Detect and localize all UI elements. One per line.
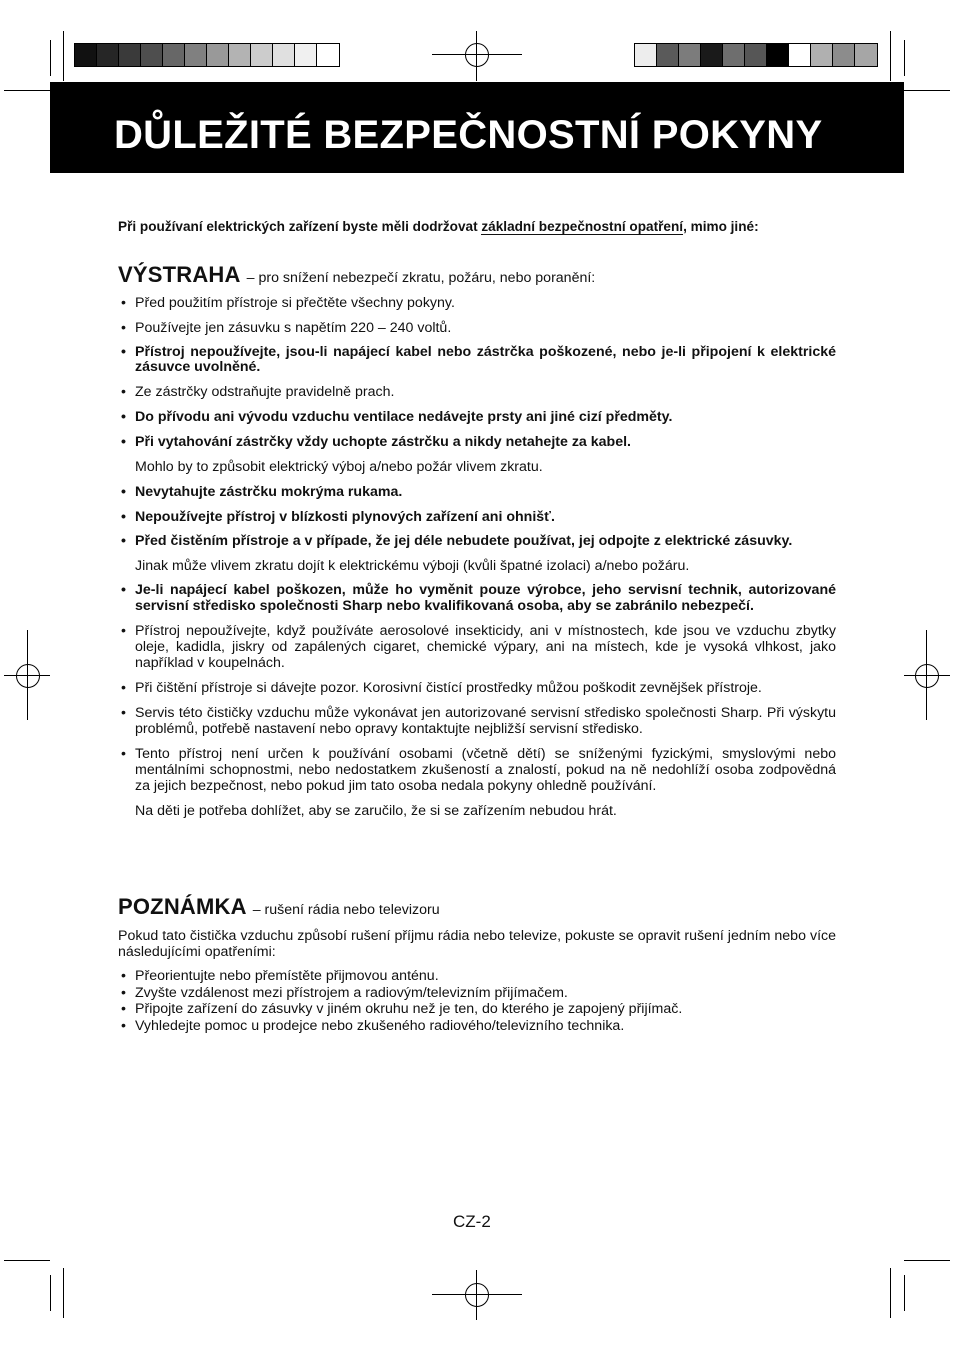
color-swatch bbox=[635, 44, 657, 66]
warning-subheading: – pro snížení nebezpečí zkratu, požáru, nebo poranění: bbox=[246, 270, 596, 286]
color-swatch bbox=[185, 44, 207, 66]
page-title: DŮLEŽITÉ BEZPEČNOSTNÍ POKYNY bbox=[114, 113, 823, 157]
list-item: • Při vytahování zástrčky vždy uchopte zástrčku a nikdy netahejte za kabel. bbox=[118, 434, 836, 450]
list-item: • Používejte jen zásuvku s napětím 220 – 240 voltů. bbox=[118, 320, 836, 336]
page-number: CZ-2 bbox=[453, 1212, 491, 1231]
note-subheading: – rušení rádia nebo televizoru bbox=[252, 902, 440, 918]
list-item: • Před použitím přístroje si přečtěte všechny pokyny. bbox=[118, 295, 836, 311]
color-swatch bbox=[789, 44, 811, 66]
color-swatch bbox=[767, 44, 789, 66]
color-swatch bbox=[141, 44, 163, 66]
list-item: Jinak může vlivem zkratu dojít k elektrickému výboji (kvůli špatné izolaci) a/nebo požáru. bbox=[135, 558, 690, 574]
color-swatch bbox=[723, 44, 745, 66]
note-heading-row bbox=[118, 894, 440, 920]
intro-after: , mimo jiné: bbox=[683, 219, 759, 234]
warning-heading: VÝSTRAHA bbox=[118, 262, 241, 287]
list-item: • Přeorientujte nebo přemístěte přijmovou anténu. bbox=[118, 968, 836, 985]
color-bar-left bbox=[74, 43, 340, 67]
note-heading: POZNÁMKA bbox=[118, 894, 247, 919]
note-list bbox=[118, 968, 836, 1034]
color-swatch bbox=[251, 44, 273, 66]
color-swatch bbox=[833, 44, 855, 66]
list-item: • Zvyšte vzdálenost mezi přístrojem a radiovým/televizním přijímačem. bbox=[118, 985, 836, 1002]
color-swatch bbox=[811, 44, 833, 66]
note-paragraph: Pokud tato čistička vzduchu způsobí rušení příjmu rádia nebo televize, pokuste se opravit rušení jedním nebo více následujícími opatřeními: bbox=[118, 928, 836, 960]
color-swatch bbox=[745, 44, 767, 66]
intro-text bbox=[118, 219, 836, 235]
color-swatch bbox=[75, 44, 97, 66]
list-item: • Servis této čističky vzduchu může vykonávat jen autorizované servisní středisko společnosti Sharp. Při výskytu problémů, potřebě nastavení nebo opravy kontaktujte nejbližší servisní středisko. bbox=[118, 705, 836, 737]
list-item: Na děti je potřeba dohlížet, aby se zaručilo, že si se zařízením nebudou hrát. bbox=[135, 803, 617, 819]
color-swatch bbox=[657, 44, 679, 66]
warning-heading-row bbox=[118, 262, 595, 288]
color-bar-right bbox=[634, 43, 878, 67]
list-item: • Do přívodu ani vývodu vzduchu ventilace nedávejte prsty ani jiné cizí předměty. bbox=[118, 409, 836, 425]
color-swatch bbox=[855, 44, 877, 66]
list-item: • Vyhledejte pomoc u prodejce nebo zkušeného radiového/televizního technika. bbox=[118, 1018, 836, 1035]
color-swatch bbox=[701, 44, 723, 66]
list-item: • Při čištění přístroje si dávejte pozor. Korosivní čistící prostředky můžou poškodit zevnějšek přístroje. bbox=[118, 680, 836, 696]
color-swatch bbox=[229, 44, 251, 66]
list-item: • Ze zástrčky odstraňujte pravidelně prach. bbox=[118, 384, 836, 400]
list-item: • Tento přístroj není určen k používání osobami (včetně dětí) se sníženými fyzickými, smyslovými nebo mentálními schopnostmi, nebo nedostatkem zkušeností a znalostí, pokud na ně nedohlíží osoba zodpovědná za jejich bezpečnost, nebo pokud jim tato osoba nedala pokyny ohledně používání. bbox=[118, 746, 836, 794]
color-swatch bbox=[119, 44, 141, 66]
color-swatch bbox=[317, 44, 339, 66]
list-item: • Nevytahujte zástrčku mokrýma rukama. bbox=[118, 484, 836, 500]
color-swatch bbox=[163, 44, 185, 66]
color-swatch bbox=[679, 44, 701, 66]
list-item: • Přístroj nepoužívejte, jsou-li napájecí kabel nebo zástrčka poškozené, nebo je-li připojení k elektrické zásuvce uvolněné. bbox=[118, 345, 836, 375]
title-banner bbox=[50, 82, 904, 173]
color-swatch bbox=[273, 44, 295, 66]
color-swatch bbox=[207, 44, 229, 66]
list-item: • Je-li napájecí kabel poškozen, může ho vyměnit pouze výrobce, jeho servisní technik, autorizované servisní středisko společnosti Sharp nebo kvalifikovaná osoba, aby se zabránilo nebezpečí. bbox=[118, 583, 836, 614]
color-swatch bbox=[295, 44, 317, 66]
list-item: • Připojte zařízení do zásuvky v jiném okruhu než je ten, do kterého je zapojený přijímač. bbox=[118, 1001, 836, 1018]
list-item: • Přístroj nepoužívejte, když používáte aerosolové insekticidy, ani v místnostech, kde jsou ve vzduchu zbytky oleje, kadidla, jiskry od zapálených cigaret, chemické výpary, ani na místech, kde je vysoká vlhkost, jako například v koupelnách. bbox=[118, 623, 836, 671]
intro-before: Při používaní elektrických zařízení byste měli dodržovat bbox=[118, 219, 482, 234]
color-swatch bbox=[97, 44, 119, 66]
list-item: • Nepoužívejte přístroj v blízkosti plynových zařízení ani ohnišť. bbox=[118, 509, 836, 525]
intro-underlined: základní bezpečnostní opatření bbox=[481, 219, 684, 234]
list-item: • Před čistěním přístroje a v případe, že jej déle nebudete používat, jej odpojte z elektrické zásuvky. bbox=[118, 534, 836, 549]
warning-list bbox=[118, 295, 836, 819]
list-item: Mohlo by to způsobit elektrický výboj a/nebo požár vlivem zkratu. bbox=[135, 459, 543, 475]
